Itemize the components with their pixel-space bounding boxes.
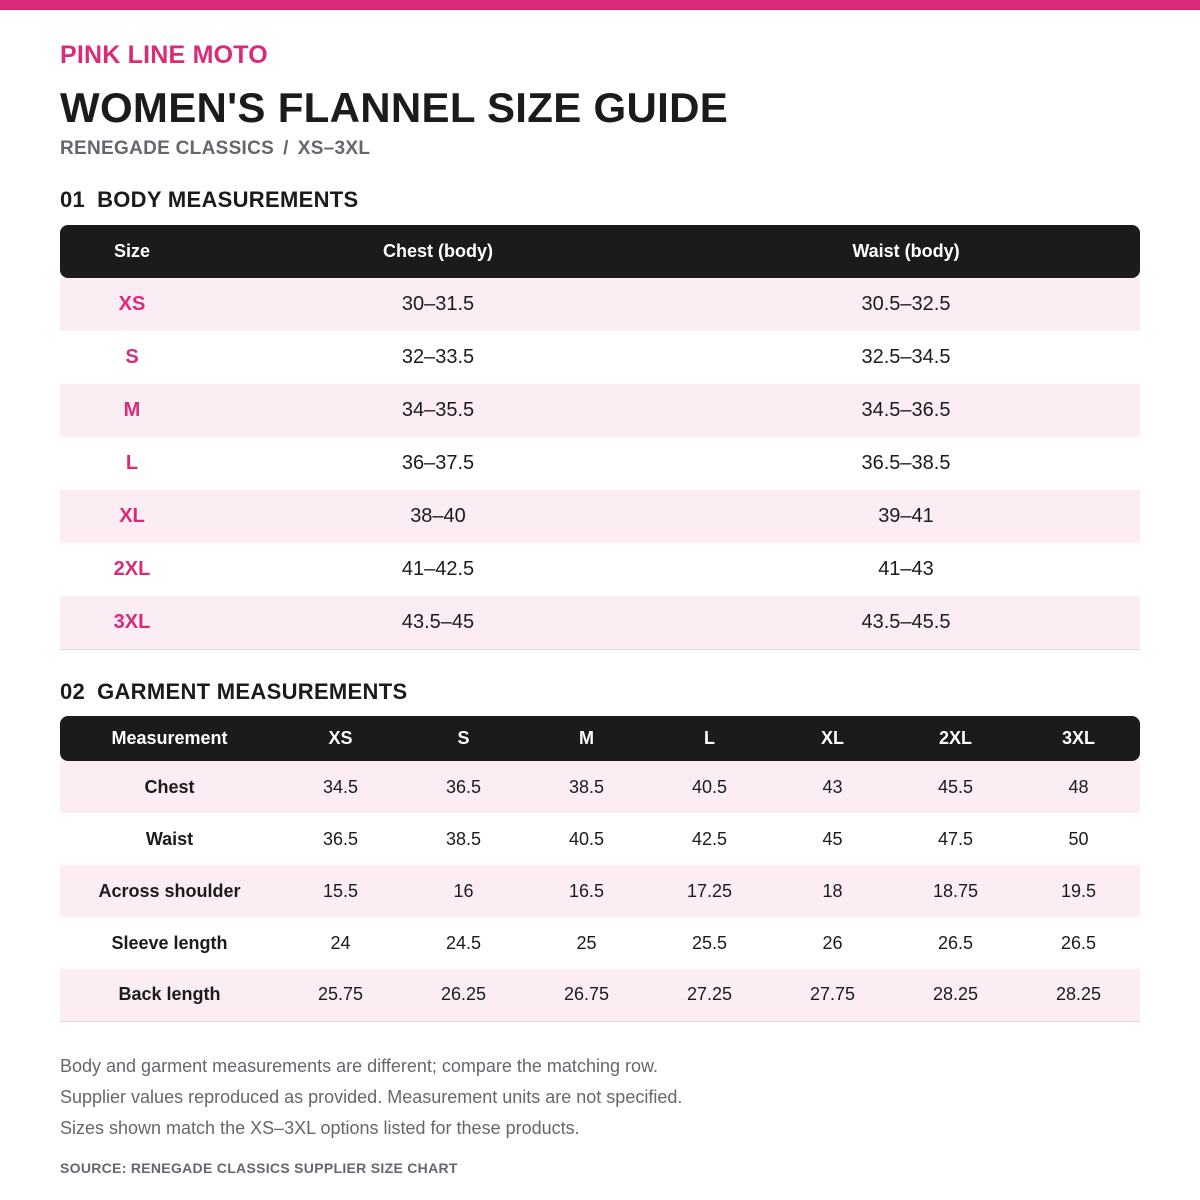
top-accent-bar xyxy=(0,0,1200,10)
measurement-name-cell: Chest xyxy=(60,761,279,813)
chest-cell: 36–37.5 xyxy=(401,452,475,474)
size-cell: 3XL xyxy=(60,596,204,649)
measurement-value-cell: 16.5 xyxy=(525,865,648,917)
table-header-row xyxy=(60,225,1140,278)
page-title: WOMEN'S FLANNEL SIZE GUIDE xyxy=(60,84,729,131)
section-title: BODY MEASUREMENTS xyxy=(97,187,359,212)
size-cell: L xyxy=(125,452,139,474)
column-header: XL xyxy=(771,716,894,761)
measurement-value-cell: 26.5 xyxy=(937,932,974,953)
table-row xyxy=(60,490,1140,543)
measurement-value-cell: 40.5 xyxy=(648,761,771,813)
column-header: 3XL xyxy=(1017,716,1140,761)
column-header: 2XL xyxy=(894,716,1017,761)
section-number: 02 xyxy=(60,679,86,704)
measurement-value-cell: 25.5 xyxy=(691,932,728,953)
measurement-value-cell: 34.5 xyxy=(279,761,402,813)
column-header: Size xyxy=(60,225,204,278)
chest-cell: 32–33.5 xyxy=(401,346,475,368)
measurement-value-cell: 36.5 xyxy=(402,761,525,813)
waist-cell: 36.5–38.5 xyxy=(861,452,951,474)
measurement-value-cell: 19.5 xyxy=(1017,865,1140,917)
measurement-name-cell: Sleeve length xyxy=(111,932,228,953)
column-header: Measurement xyxy=(60,716,279,761)
measurement-value-cell: 28.25 xyxy=(894,969,1017,1021)
measurement-value-cell: 45.5 xyxy=(894,761,1017,813)
body-measurements-heading xyxy=(60,187,358,213)
subtitle-product: RENEGADE CLASSICS xyxy=(60,138,275,159)
footnote: Supplier values reproduced as provided. Measurement units are not specified. xyxy=(60,1087,683,1107)
section-number: 01 xyxy=(60,187,86,212)
measurement-name-cell: Waist xyxy=(145,828,194,849)
source-credit: SOURCE: RENEGADE CLASSICS SUPPLIER SIZE CHART xyxy=(60,1160,458,1176)
table-row xyxy=(60,813,1140,865)
size-cell: XS xyxy=(60,278,204,331)
column-header: M xyxy=(525,716,648,761)
waist-cell: 30.5–32.5 xyxy=(672,278,1140,331)
garment-measurements-table xyxy=(60,716,1140,1022)
measurement-name-cell: Across shoulder xyxy=(60,865,279,917)
footnote: Sizes shown match the XS–3XL options listed for these products. xyxy=(60,1118,580,1138)
measurement-value-cell: 47.5 xyxy=(937,828,974,849)
table-header-row xyxy=(60,716,1140,761)
measurement-value-cell: 38.5 xyxy=(445,828,482,849)
waist-cell: 43.5–45.5 xyxy=(672,596,1140,649)
waist-cell: 39–41 xyxy=(672,490,1140,543)
measurement-value-cell: 26.75 xyxy=(525,969,648,1021)
measurement-value-cell: 15.5 xyxy=(279,865,402,917)
measurement-value-cell: 42.5 xyxy=(691,828,728,849)
table-row xyxy=(60,596,1140,649)
table-row xyxy=(60,278,1140,331)
subtitle-size-range: XS–3XL xyxy=(297,138,371,159)
waist-cell: 34.5–36.5 xyxy=(672,384,1140,437)
body-measurements-table xyxy=(60,225,1140,650)
size-cell: M xyxy=(60,384,204,437)
measurement-value-cell: 45 xyxy=(822,828,843,849)
measurement-value-cell: 16 xyxy=(402,865,525,917)
measurement-value-cell: 27.25 xyxy=(648,969,771,1021)
size-cell: XL xyxy=(60,490,204,543)
subtitle-separator: / xyxy=(283,138,289,159)
table-row xyxy=(60,761,1140,813)
measurement-value-cell: 26.25 xyxy=(402,969,525,1021)
measurement-value-cell: 25.75 xyxy=(279,969,402,1021)
column-header: S xyxy=(402,716,525,761)
column-header: XS xyxy=(279,716,402,761)
column-header: L xyxy=(648,716,771,761)
measurement-value-cell: 27.75 xyxy=(771,969,894,1021)
measurement-value-cell: 17.25 xyxy=(648,865,771,917)
section-title: GARMENT MEASUREMENTS xyxy=(97,679,408,704)
measurement-value-cell: 38.5 xyxy=(525,761,648,813)
measurement-value-cell: 50 xyxy=(1068,828,1089,849)
footnote: Body and garment measurements are different; compare the matching row. xyxy=(60,1056,658,1076)
measurement-value-cell: 24.5 xyxy=(445,932,482,953)
measurement-value-cell: 48 xyxy=(1017,761,1140,813)
chest-cell: 43.5–45 xyxy=(204,596,672,649)
measurement-value-cell: 24 xyxy=(330,932,351,953)
waist-cell: 41–43 xyxy=(878,558,934,580)
measurement-value-cell: 18.75 xyxy=(894,865,1017,917)
chest-cell: 34–35.5 xyxy=(204,384,672,437)
table-row xyxy=(60,969,1140,1021)
measurement-value-cell: 26 xyxy=(822,932,843,953)
brand-name: PINK LINE MOTO xyxy=(60,41,268,69)
size-cell: 2XL xyxy=(113,558,151,580)
chest-cell: 41–42.5 xyxy=(401,558,475,580)
column-header: Chest (body) xyxy=(204,225,672,278)
column-header: Waist (body) xyxy=(672,225,1140,278)
measurement-value-cell: 36.5 xyxy=(322,828,359,849)
chest-cell: 30–31.5 xyxy=(204,278,672,331)
measurement-value-cell: 43 xyxy=(771,761,894,813)
table-row xyxy=(60,865,1140,917)
measurement-value-cell: 25 xyxy=(576,932,597,953)
measurement-value-cell: 26.5 xyxy=(1060,932,1097,953)
measurement-value-cell: 40.5 xyxy=(568,828,605,849)
measurement-value-cell: 18 xyxy=(771,865,894,917)
measurement-value-cell: 28.25 xyxy=(1017,969,1140,1021)
waist-cell: 32.5–34.5 xyxy=(861,346,951,368)
size-cell: S xyxy=(125,346,139,368)
page-subtitle xyxy=(60,138,370,160)
table-row xyxy=(60,437,1140,490)
table-row xyxy=(60,384,1140,437)
chest-cell: 38–40 xyxy=(204,490,672,543)
table-row xyxy=(60,543,1140,596)
measurement-name-cell: Back length xyxy=(60,969,279,1021)
table-row xyxy=(60,917,1140,969)
garment-measurements-heading xyxy=(60,679,407,705)
table-row xyxy=(60,331,1140,384)
